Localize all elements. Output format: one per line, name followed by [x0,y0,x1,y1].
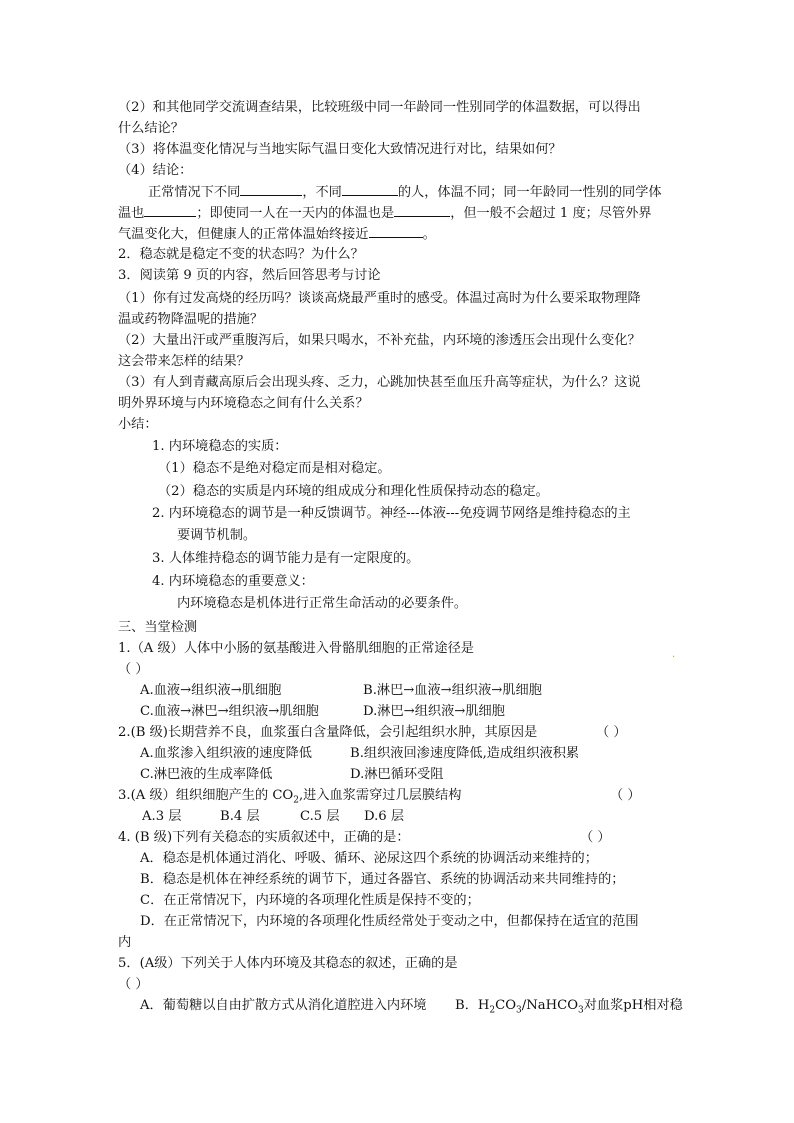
question-4-line: （4）结论： [118,163,193,178]
conclusion-line-1: 正常情况下不同 ，不同 的人，体温不同；同一年龄同一性别的同学体 [148,181,708,203]
dot-mark: . [672,649,676,660]
discussion-1-line-1: （1）你有过发高烧的经历吗？谈谈高烧最严重时的感受。体温过高时为什么要采取物理降 [118,291,641,306]
fill-blank[interactable] [240,181,302,196]
quiz-q3-option-c[interactable]: C.5 层 [300,809,340,824]
quiz-q4-option-d[interactable]: D．在正常情况下，内环境的各项理化性质经常处于变动之中，但都保持在适宜的范围 [140,914,639,929]
quiz-q2: 2.(B 级)长期营养不良，血浆蛋白含量降低，会引起组织水肿，其原因是 [118,725,538,740]
quiz-q4-option-c[interactable]: C．在正常情况下，内环境的各项理化性质是保持不变的； [140,893,480,908]
quiz-q4-paren: （ ） [580,830,611,845]
summary-item-2-line-1: 2. 内环境稳态的调节是一种反馈调节。神经---体液---免疫调节网络是维持稳态的主 [152,506,631,521]
conclusion-line-3: 气温变化大，但健康人的正常体温始终接近 。 [118,223,678,245]
quiz-q4-option-a[interactable]: A．稳态是机体通过消化、呼吸、循环、泌尿这四个系统的协调活动来维持的； [140,851,598,866]
stable-question: 2．稳态就是稳定不变的状态吗？为什么？ [118,247,364,262]
quiz-q3-paren: （ ） [610,788,641,803]
conclusion-line-2: 温也 ；即使同一人在一天内的体温也是 ，但一般不会超过 1 度；尽管外界 [118,202,678,224]
summary-item-1a: （1）稳态不是绝对稳定而是相对稳定。 [158,461,391,476]
fill-blank[interactable] [369,223,423,238]
quiz-q1-option-b[interactable]: B.淋巴→血液→组织液→肌细胞 [363,683,542,698]
quiz-q4: 4. (B 级)下列有关稳态的实质叙述中，正确的是： [118,830,410,845]
question-2-line-cont: 什么结论？ [118,121,184,136]
quiz-q5-paren: （ ） [118,977,149,992]
question-2-line: （2）和其他同学交流调查结果，比较班级中同一年龄同一性别同学的体温数据，可以得出 [118,100,641,115]
quiz-q2-paren: （ ） [596,725,627,740]
quiz-q5: 5．(A级）下列关于人体内环境及其稳态的叙述，正确的是 [118,956,458,971]
summary-item-3: 3. 人体维持稳态的调节能力是有一定限度的。 [152,551,420,566]
quiz-q4-option-d-cont: 内 [118,935,132,950]
fill-blank[interactable] [342,181,398,196]
summary-item-4: 4. 内环境稳态的重要意义： [152,574,314,589]
summary-item-4a: 内环境稳态是机体进行正常生命活动的必要条件。 [177,596,468,611]
section-title: 三、当堂检测 [118,620,198,635]
summary-item-1b: （2）稳态的实质是内环境的组成成分和理化性质保持动态的稳定。 [158,484,549,499]
quiz-q1-paren: （ ） [118,662,149,677]
quiz-q1-option-a[interactable]: A.血液→组织液→肌细胞 [140,683,282,698]
quiz-q4-option-b[interactable]: B．稳态是机体在神经系统的调节下，通过各器官、系统的协调活动来共同维持的； [140,872,625,887]
quiz-q3-option-d[interactable]: D.6 层 [364,809,405,824]
discussion-1-line-2: 温或药物降温呢的措施？ [118,312,264,327]
quiz-q1: 1.（A 级）人体中小肠的氨基酸进入骨骼肌细胞的正常途径是 [118,641,474,656]
quiz-q5-option-b[interactable]: B．$H_2CO_3/NaHCO_3$对血浆pH相对稳 [455,998,683,1016]
read-question: 3．阅读第 9 页的内容，然后回答思考与讨论 [118,268,381,283]
quiz-q5-option-a[interactable]: A．葡萄糖以自由扩散方式从消化道腔进入内环境 [140,998,427,1013]
quiz-q3-option-b[interactable]: B.4 层 [220,809,260,824]
quiz-q1-option-d[interactable]: D.淋巴→组织液→肌细胞 [363,704,505,719]
quiz-q3: 3.(A 级）组织细胞产生的 $CO_2$,进入血浆需穿过几层膜结构 [118,788,462,806]
quiz-q3-option-a[interactable]: A.3 层 [142,809,182,824]
summary-item-2-line-2: 要调节机制。 [177,528,257,543]
discussion-2-line-1: （2）大量出汗或严重腹泻后，如果只喝水，不补充盐，内环境的渗透压会出现什么变化？ [118,333,641,348]
quiz-q1-option-c[interactable]: C.血液→淋巴→组织液→肌细胞 [140,704,319,719]
discussion-2-line-2: 这会带来怎样的结果？ [118,354,250,369]
summary-title: 小结： [118,417,158,432]
discussion-3-line-2: 明外界环境与内环境稳态之间有什么关系？ [118,396,369,411]
quiz-q2-option-b[interactable]: B.组织液回渗速度降低,造成组织液积累 [350,746,580,761]
quiz-q2-option-a[interactable]: A.血浆渗入组织液的速度降低 [140,746,312,761]
discussion-3-line-1: （3）有人到青藏高原后会出现头疼、乏力，心跳加快甚至血压升高等症状，为什么？这说 [118,375,641,390]
fill-blank[interactable] [144,202,196,217]
quiz-q2-option-c[interactable]: C.淋巴液的生成率降低 [140,767,273,782]
question-3-line: （3）将体温变化情况与当地实际气温日变化大致情况进行对比，结果如何？ [118,142,562,157]
summary-item-1: 1. 内环境稳态的实质： [152,439,288,454]
quiz-q2-option-d[interactable]: D.淋巴循环受阻 [350,767,444,782]
fill-blank[interactable] [394,202,450,217]
